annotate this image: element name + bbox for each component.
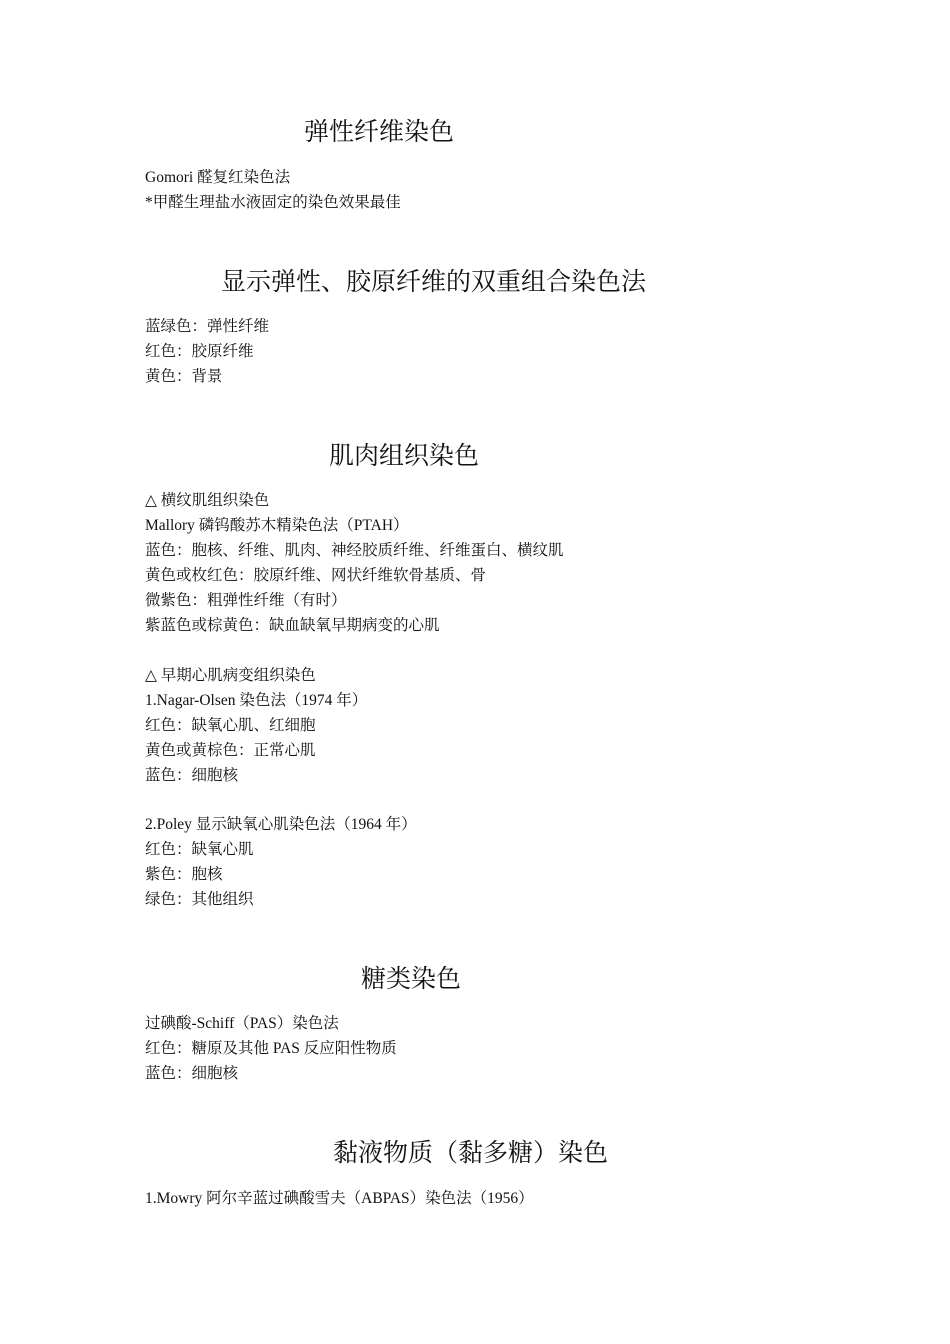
heading-mucin-stain: 黏液物质（黏多糖）染色 xyxy=(333,1140,609,1167)
text-line: 微紫色：粗弹性纤维（有时） xyxy=(145,592,347,609)
text-line: Gomori 醛复红染色法 xyxy=(145,169,291,186)
text-line: △ 横纹肌组织染色 xyxy=(145,492,270,509)
text-line: 1.Nagar-Olsen 染色法（1974 年） xyxy=(145,692,368,709)
text-line: 1.Mowry 阿尔辛蓝过碘酸雪夫（ABPAS）染色法（1956） xyxy=(145,1190,534,1207)
text-line: 蓝色：细胞核 xyxy=(145,767,239,784)
text-line: Mallory 磷钨酸苏木精染色法（PTAH） xyxy=(145,517,409,534)
heading-carbohydrate-stain: 糖类染色 xyxy=(361,966,462,993)
text-line: 蓝色：细胞核 xyxy=(145,1065,239,1082)
text-line: 蓝色：胞核、纤维、肌肉、神经胶质纤维、纤维蛋白、横纹肌 xyxy=(145,542,564,559)
text-line: 蓝绿色：弹性纤维 xyxy=(145,318,270,335)
text-line: 紫蓝色或棕黄色：缺血缺氧早期病变的心肌 xyxy=(145,617,440,634)
text-line: 绿色：其他组织 xyxy=(145,891,254,908)
text-line: 红色：缺氧心肌 xyxy=(145,841,254,858)
text-line: 红色：胶原纤维 xyxy=(145,343,254,360)
text-line: 2.Poley 显示缺氧心肌染色法（1964 年） xyxy=(145,816,417,833)
text-line: 黄色：背景 xyxy=(145,368,223,385)
heading-double-stain: 显示弹性、胶原纤维的双重组合染色法 xyxy=(221,269,647,296)
text-line: 红色：缺氧心肌、红细胞 xyxy=(145,717,316,734)
text-line: 黄色或枚红色：胶原纤维、网状纤维软骨基质、骨 xyxy=(145,567,487,584)
text-line: 紫色：胞核 xyxy=(145,866,223,883)
text-line: 黄色或黄棕色：正常心肌 xyxy=(145,742,316,759)
heading-elastic-fiber-stain: 弹性纤维染色 xyxy=(304,119,455,146)
heading-muscle-stain: 肌肉组织染色 xyxy=(329,443,480,470)
text-line: △ 早期心肌病变组织染色 xyxy=(145,667,316,684)
text-line: 红色：糖原及其他 PAS 反应阳性物质 xyxy=(145,1040,397,1057)
text-line: 过碘酸-Schiff（PAS）染色法 xyxy=(145,1015,339,1032)
text-line: *甲醛生理盐水液固定的染色效果最佳 xyxy=(145,194,401,211)
